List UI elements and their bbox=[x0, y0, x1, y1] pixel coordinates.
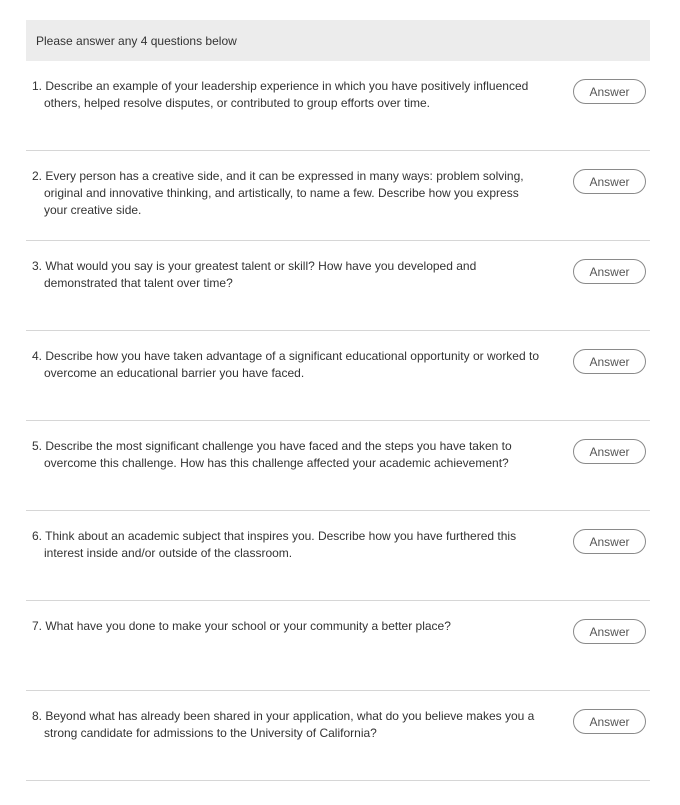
question-body: What would you say is your greatest talent or skill? How have you developed and demonstrated that talent over time? bbox=[44, 259, 477, 290]
question-number: 6. bbox=[32, 529, 43, 543]
answer-button-1[interactable]: Answer bbox=[573, 79, 646, 104]
question-body: Every person has a creative side, and it can be expressed in many ways: problem solving, original and innovative thinking, and artistically, to name a few. Describe how you express your creative side. bbox=[44, 169, 524, 217]
question-text bbox=[32, 708, 544, 742]
question-text bbox=[32, 348, 544, 382]
answer-button-3[interactable]: Answer bbox=[573, 259, 646, 284]
question-number: 1. bbox=[32, 79, 43, 93]
question-number: 5. bbox=[32, 439, 43, 453]
question-number: 3. bbox=[32, 259, 43, 273]
question-body: Describe the most significant challenge you have faced and the steps you have taken to overcome this challenge. How has this challenge affected your academic achievement? bbox=[44, 439, 512, 470]
answer-button-6[interactable]: Answer bbox=[573, 529, 646, 554]
question-body: Describe an example of your leadership experience in which you have positively influenced others, helped resolve disputes, or contributed to group efforts over time. bbox=[44, 79, 529, 110]
question-text bbox=[32, 258, 544, 292]
question-number: 2. bbox=[32, 169, 43, 183]
question-body: Think about an academic subject that inspires you. Describe how you have furthered this interest inside and/or outside of the classroom. bbox=[44, 529, 517, 560]
question-text bbox=[32, 438, 544, 472]
question-number: 4. bbox=[32, 349, 43, 363]
question-row bbox=[26, 691, 650, 781]
answer-button-5[interactable]: Answer bbox=[573, 439, 646, 464]
question-row bbox=[26, 331, 650, 421]
question-number: 8. bbox=[32, 709, 43, 723]
questions-panel bbox=[26, 20, 650, 781]
question-row bbox=[26, 151, 650, 241]
question-row bbox=[26, 241, 650, 331]
question-row bbox=[26, 511, 650, 601]
question-text bbox=[32, 168, 544, 219]
question-body: Describe how you have taken advantage of a significant educational opportunity or worked to overcome an educational barrier you have faced. bbox=[44, 349, 539, 380]
instruction-text: Please answer any 4 questions below bbox=[36, 33, 237, 48]
answer-button-7[interactable]: Answer bbox=[573, 619, 646, 644]
question-row bbox=[26, 601, 650, 691]
question-list bbox=[26, 61, 650, 781]
answer-button-8[interactable]: Answer bbox=[573, 709, 646, 734]
answer-button-2[interactable]: Answer bbox=[573, 169, 646, 194]
question-text bbox=[32, 618, 544, 635]
question-body: Beyond what has already been shared in your application, what do you believe makes you a strong candidate for admissions to the University of California? bbox=[44, 709, 535, 740]
question-text bbox=[32, 528, 544, 562]
instruction-bar bbox=[26, 20, 650, 61]
question-text bbox=[32, 78, 544, 112]
question-row bbox=[26, 421, 650, 511]
question-number: 7. bbox=[32, 619, 43, 633]
question-row bbox=[26, 61, 650, 151]
answer-button-4[interactable]: Answer bbox=[573, 349, 646, 374]
question-body: What have you done to make your school or your community a better place? bbox=[45, 619, 451, 633]
